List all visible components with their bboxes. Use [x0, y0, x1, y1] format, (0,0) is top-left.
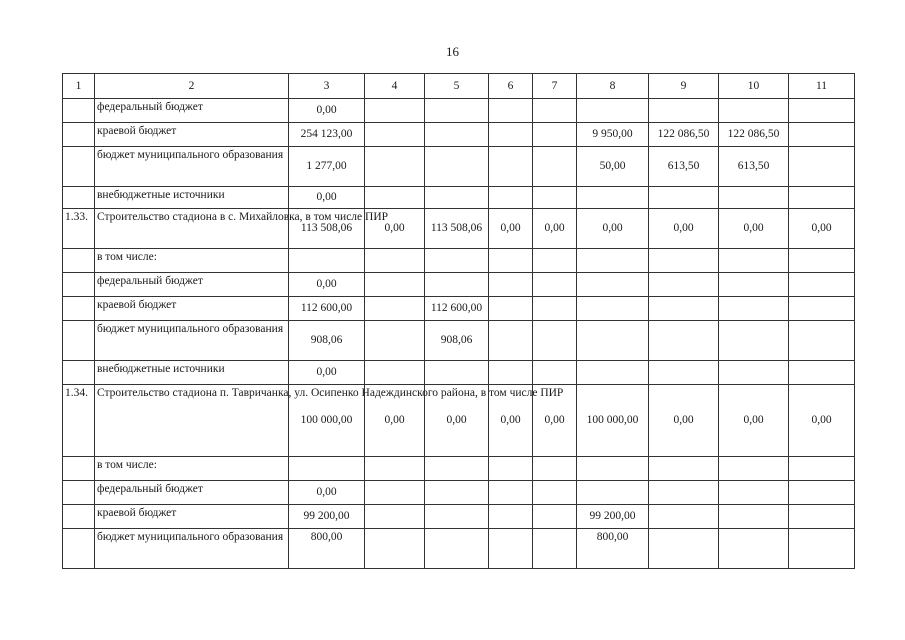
header-cell: 8	[577, 74, 649, 99]
value-cell	[719, 529, 789, 569]
value-cell	[649, 505, 719, 529]
value-cell	[533, 99, 577, 123]
value-cell	[425, 147, 489, 187]
row-index	[63, 361, 95, 385]
value-cell	[425, 187, 489, 209]
value-cell: 0,00	[533, 385, 577, 457]
value-cell	[533, 321, 577, 361]
value-cell: 0,00	[289, 99, 365, 123]
row-label: в том числе:	[95, 457, 289, 481]
value-cell	[289, 457, 365, 481]
value-cell	[365, 147, 425, 187]
value-cell	[719, 481, 789, 505]
row-label: федеральный бюджет	[95, 481, 289, 505]
value-cell: 50,00	[577, 147, 649, 187]
value-cell	[489, 297, 533, 321]
value-cell	[365, 481, 425, 505]
value-cell	[649, 249, 719, 273]
row-index	[63, 99, 95, 123]
value-cell	[289, 249, 365, 273]
row-index	[63, 123, 95, 147]
value-cell: 100 000,00	[577, 385, 649, 457]
row-index	[63, 505, 95, 529]
value-cell	[789, 123, 855, 147]
value-cell	[425, 99, 489, 123]
value-cell	[719, 187, 789, 209]
value-cell	[533, 361, 577, 385]
header-row	[63, 74, 855, 99]
value-cell	[425, 249, 489, 273]
header-cell: 1	[63, 74, 95, 99]
value-cell	[719, 505, 789, 529]
table-row	[63, 297, 855, 321]
table-row	[63, 321, 855, 361]
header-cell: 2	[95, 74, 289, 99]
table-row	[63, 187, 855, 209]
value-cell	[649, 273, 719, 297]
header-cell: 11	[789, 74, 855, 99]
value-cell	[365, 297, 425, 321]
value-cell	[533, 505, 577, 529]
value-cell	[365, 529, 425, 569]
value-cell	[789, 529, 855, 569]
value-cell	[789, 99, 855, 123]
row-label: федеральный бюджет	[95, 273, 289, 297]
row-label: внебюджетные источники	[95, 187, 289, 209]
value-cell	[489, 505, 533, 529]
value-cell: 0,00	[365, 209, 425, 249]
row-label: бюджет муниципального образования	[95, 529, 289, 569]
value-cell: 112 600,00	[289, 297, 365, 321]
value-cell	[489, 457, 533, 481]
row-index	[63, 481, 95, 505]
value-cell: 0,00	[289, 361, 365, 385]
value-cell	[577, 481, 649, 505]
value-cell	[789, 361, 855, 385]
header-cell: 3	[289, 74, 365, 99]
header-cell: 9	[649, 74, 719, 99]
row-label: Строительство стадиона п. Тавричанка, ул. Осипенко Надеждинского района, в том числе ПИР	[95, 385, 289, 457]
value-cell	[425, 505, 489, 529]
value-cell: 613,50	[649, 147, 719, 187]
value-cell	[533, 187, 577, 209]
value-cell	[425, 457, 489, 481]
value-cell: 613,50	[719, 147, 789, 187]
value-cell	[577, 361, 649, 385]
value-cell: 0,00	[577, 209, 649, 249]
value-cell: 908,06	[425, 321, 489, 361]
value-cell	[365, 187, 425, 209]
value-cell	[649, 297, 719, 321]
row-label: краевой бюджет	[95, 505, 289, 529]
value-cell: 99 200,00	[289, 505, 365, 529]
row-index	[63, 147, 95, 187]
value-cell	[365, 457, 425, 481]
value-cell	[533, 297, 577, 321]
value-cell: 0,00	[365, 385, 425, 457]
value-cell: 1 277,00	[289, 147, 365, 187]
row-index	[63, 187, 95, 209]
header-cell: 5	[425, 74, 489, 99]
value-cell	[489, 481, 533, 505]
value-cell	[489, 321, 533, 361]
value-cell	[489, 249, 533, 273]
value-cell	[365, 505, 425, 529]
value-cell	[425, 529, 489, 569]
value-cell	[649, 529, 719, 569]
value-cell	[789, 249, 855, 273]
value-cell	[533, 481, 577, 505]
value-cell	[577, 187, 649, 209]
value-cell	[649, 481, 719, 505]
row-label: бюджет муниципального образования	[95, 321, 289, 361]
project-row	[63, 209, 855, 249]
table-row	[63, 273, 855, 297]
table-row	[63, 505, 855, 529]
value-cell: 0,00	[289, 481, 365, 505]
value-cell	[577, 99, 649, 123]
value-cell	[489, 123, 533, 147]
table-row	[63, 147, 855, 187]
row-index	[63, 529, 95, 569]
value-cell	[719, 321, 789, 361]
value-cell	[533, 147, 577, 187]
value-cell	[577, 457, 649, 481]
value-cell	[365, 273, 425, 297]
value-cell: 0,00	[289, 273, 365, 297]
value-cell	[425, 481, 489, 505]
value-cell: 122 086,50	[649, 123, 719, 147]
value-cell	[489, 273, 533, 297]
row-index	[63, 249, 95, 273]
value-cell: 800,00	[289, 529, 365, 569]
table-row	[63, 361, 855, 385]
value-cell	[425, 273, 489, 297]
value-cell	[577, 249, 649, 273]
value-cell	[649, 321, 719, 361]
value-cell	[365, 249, 425, 273]
value-cell: 113 508,06	[425, 209, 489, 249]
value-cell	[365, 361, 425, 385]
value-cell	[789, 273, 855, 297]
budget-table	[62, 73, 855, 569]
row-label: бюджет муниципального образования	[95, 147, 289, 187]
table-row	[63, 457, 855, 481]
value-cell	[489, 361, 533, 385]
value-cell: 0,00	[719, 209, 789, 249]
value-cell	[649, 187, 719, 209]
value-cell: 0,00	[489, 385, 533, 457]
value-cell: 112 600,00	[425, 297, 489, 321]
value-cell	[719, 273, 789, 297]
value-cell: 0,00	[719, 385, 789, 457]
row-label: Строительство стадиона в с. Михайловка, в том числе ПИР	[95, 209, 289, 249]
value-cell	[719, 249, 789, 273]
value-cell	[365, 321, 425, 361]
table-row	[63, 481, 855, 505]
value-cell	[789, 187, 855, 209]
value-cell	[719, 457, 789, 481]
row-label: в том числе:	[95, 249, 289, 273]
value-cell	[789, 505, 855, 529]
table-row	[63, 249, 855, 273]
header-cell: 7	[533, 74, 577, 99]
value-cell	[365, 123, 425, 147]
value-cell	[577, 273, 649, 297]
value-cell: 122 086,50	[719, 123, 789, 147]
row-index	[63, 321, 95, 361]
table-row	[63, 529, 855, 569]
row-label: внебюджетные источники	[95, 361, 289, 385]
value-cell: 100 000,00	[289, 385, 365, 457]
row-index	[63, 273, 95, 297]
project-row	[63, 385, 855, 457]
table-row	[63, 99, 855, 123]
value-cell	[425, 361, 489, 385]
value-cell: 0,00	[789, 209, 855, 249]
value-cell	[489, 99, 533, 123]
row-index	[63, 297, 95, 321]
value-cell: 0,00	[425, 385, 489, 457]
header-cell: 10	[719, 74, 789, 99]
value-cell	[577, 321, 649, 361]
table-row	[63, 123, 855, 147]
value-cell: 99 200,00	[577, 505, 649, 529]
value-cell	[789, 297, 855, 321]
value-cell	[533, 529, 577, 569]
row-label: федеральный бюджет	[95, 99, 289, 123]
page-number: 16	[446, 44, 459, 59]
value-cell	[425, 123, 489, 147]
value-cell: 254 123,00	[289, 123, 365, 147]
value-cell	[577, 297, 649, 321]
value-cell	[719, 297, 789, 321]
value-cell	[719, 99, 789, 123]
value-cell: 0,00	[789, 385, 855, 457]
value-cell: 0,00	[289, 187, 365, 209]
value-cell: 800,00	[577, 529, 649, 569]
row-index	[63, 457, 95, 481]
value-cell: 0,00	[533, 209, 577, 249]
row-label: краевой бюджет	[95, 297, 289, 321]
value-cell	[489, 147, 533, 187]
value-cell	[649, 361, 719, 385]
value-cell	[489, 529, 533, 569]
value-cell	[533, 123, 577, 147]
value-cell	[789, 321, 855, 361]
value-cell: 908,06	[289, 321, 365, 361]
value-cell	[719, 361, 789, 385]
value-cell	[789, 481, 855, 505]
value-cell	[489, 187, 533, 209]
value-cell: 0,00	[649, 209, 719, 249]
value-cell: 113 508,06	[289, 209, 365, 249]
value-cell	[533, 457, 577, 481]
value-cell	[533, 249, 577, 273]
value-cell	[789, 147, 855, 187]
value-cell	[365, 99, 425, 123]
row-index: 1.34.	[63, 385, 95, 457]
value-cell	[789, 457, 855, 481]
row-index: 1.33.	[63, 209, 95, 249]
header-cell: 6	[489, 74, 533, 99]
value-cell: 0,00	[489, 209, 533, 249]
value-cell: 9 950,00	[577, 123, 649, 147]
value-cell	[649, 99, 719, 123]
value-cell: 0,00	[649, 385, 719, 457]
value-cell	[649, 457, 719, 481]
value-cell	[533, 273, 577, 297]
row-label: краевой бюджет	[95, 123, 289, 147]
header-cell: 4	[365, 74, 425, 99]
